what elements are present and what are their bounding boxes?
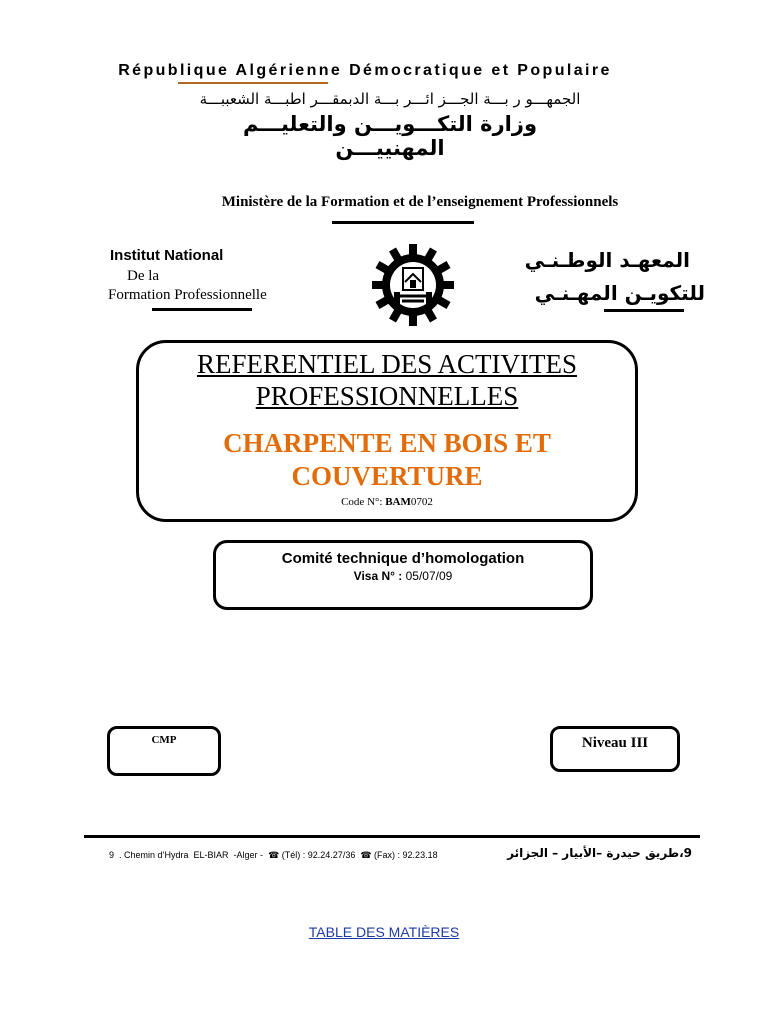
table-of-contents-link[interactable]: TABLE DES MATIÈRES bbox=[308, 924, 460, 940]
ministry-divider bbox=[332, 221, 474, 224]
phone-icon: ☎ bbox=[268, 850, 280, 860]
document-title-line2: PROFESSIONNELLES bbox=[255, 381, 519, 411]
committee-title: Comité technique d’homologation bbox=[281, 550, 525, 567]
document-title-line1: REFERENTIEL DES ACTIVITES bbox=[197, 349, 577, 379]
code-number-value: 0702 bbox=[410, 496, 433, 508]
code-prefix: BAM bbox=[385, 496, 411, 508]
institute-name-fr-line3: Formation Professionnelle bbox=[108, 287, 267, 303]
institute-name-ar-line1: المعهـد الوطـنـي bbox=[524, 248, 690, 272]
address-ar: 9،طريق حيدرة –الأبيار – الجزائر bbox=[507, 846, 692, 860]
institute-name-fr-line2: De la bbox=[127, 268, 160, 284]
niveau-label: Niveau III bbox=[581, 735, 649, 751]
code-number bbox=[136, 496, 638, 508]
republic-title-ar: الجمهـــو ر بـــة الجـــز ائـــر بـــة الدبمقـــر اطبـــة الشعببـــة bbox=[199, 90, 581, 108]
visa-label: Visa N° : bbox=[353, 569, 406, 583]
institute-logo bbox=[372, 244, 454, 326]
trade-title-line1: CHARPENTE EN BOIS ET bbox=[223, 428, 551, 458]
trade-title-line2: COUVERTURE bbox=[291, 461, 483, 491]
ministry-title-ar: وزارة التكـــويـــن والتعليـــم المهنييـــن bbox=[242, 112, 538, 160]
address-fax: (Fax) : 92.23.18 bbox=[371, 850, 438, 860]
ministry-title-fr: Ministère de la Formation et de l’enseignement Professionnels bbox=[221, 194, 619, 210]
visa-line bbox=[213, 569, 593, 583]
institute-name-ar-line2: للتكويـن المهـنـي bbox=[534, 281, 705, 305]
code-label: Code N°: bbox=[341, 496, 386, 508]
fax-icon: ☎ bbox=[360, 850, 372, 860]
institute-underline-ar bbox=[604, 309, 684, 312]
institute-underline-fr bbox=[152, 308, 252, 311]
republic-title-fr: République Algérienne Démocratique et Populaire bbox=[118, 62, 612, 79]
republic-accent-bar bbox=[178, 82, 328, 84]
footer-divider bbox=[84, 835, 700, 838]
institute-name-fr-line1: Institut National bbox=[110, 247, 224, 264]
visa-value: 05/07/09 bbox=[405, 569, 453, 583]
cmp-label: CMP bbox=[151, 734, 177, 746]
address-street: 9 . Chemin d’Hydra EL-BIAR -Alger - bbox=[109, 850, 269, 860]
address-fr bbox=[109, 850, 438, 861]
address-phone: (Tél) : 92.24.27/36 bbox=[279, 850, 361, 860]
